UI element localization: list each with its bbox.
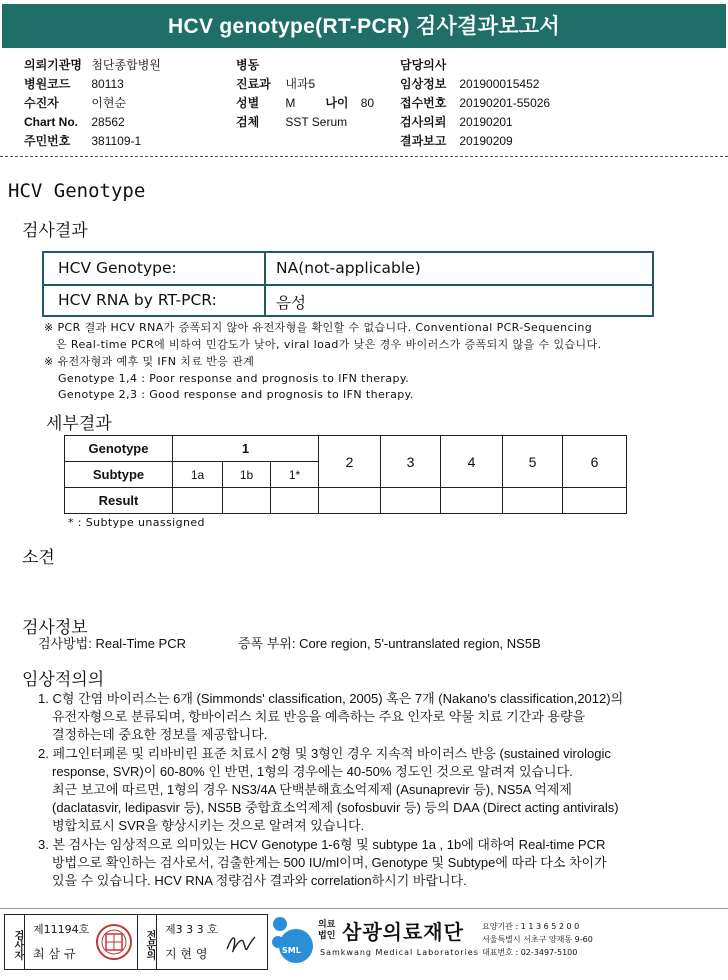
result-label: HCV RNA by RT-PCR: — [58, 291, 217, 309]
age-value: 80 — [360, 96, 375, 110]
info-value: 201900015452 — [459, 77, 540, 91]
result-value: 음성 — [276, 294, 306, 312]
subtype-cell: 1a — [173, 462, 223, 488]
method-heading: 검사정보 — [22, 618, 88, 638]
result-cell — [563, 488, 627, 514]
note-line: 은 Real-time PCR에 비하여 민감도가 낮아, viral load가 낮은 경우 바이러스가 증폭되지 않을 수 있습니다. — [56, 338, 602, 351]
info-label: 성별 — [236, 96, 260, 110]
genotype-label: Genotype — [65, 436, 173, 462]
note-line: ※ PCR 결과 HCV RNA가 증폭되지 않아 유전자형을 확인할 수 없습니다. Conventional PCR-Sequencing — [44, 321, 593, 334]
clinical-line: (daclatasvir, ledipasvir 등), NS5B 중합효소억제제 (sofosbuvir 등) 등의 DAA (Direct acting antivirals) — [52, 800, 619, 815]
info-label: 임상정보 — [400, 77, 447, 91]
age-label: 나이 — [325, 96, 349, 110]
opinion-heading: 소견 — [22, 548, 55, 568]
clinical-line: 병합치료시 SVR을 향상시키는 것으로 알려져 있습니다. — [52, 818, 365, 833]
method-text: 검사방법: Real-Time PCR — [38, 636, 186, 651]
info-value: M — [285, 96, 296, 110]
org-type-bottom: 법인 — [318, 931, 336, 941]
report-title: HCV genotype(RT-PCR) 검사결과보고서 — [168, 15, 560, 38]
specialist-label: 전문의 — [137, 915, 157, 969]
inspector-no: 제11194호 — [33, 923, 90, 936]
info-label: 주민번호 — [24, 134, 71, 148]
clinical-line: 결정하는데 중요한 정보를 제공합니다. — [52, 727, 268, 742]
clinical-line: response, SVR)이 60-80% 인 반면, 1형의 경우에는 40-50% 정도인 것으로 알려져 있습니다. — [52, 764, 573, 779]
info-value: 80113 — [91, 77, 124, 91]
inspector-name: 최 삼 규 — [33, 947, 76, 961]
info-value: 381109-1 — [91, 134, 142, 148]
info-label: 검체 — [236, 115, 260, 129]
info-value: 20190209 — [459, 134, 513, 148]
box-divider — [44, 284, 652, 286]
result-row-genotype — [44, 253, 652, 284]
info-value: SST Serum — [285, 115, 348, 129]
specialist-no: 제3 3 3 호 — [165, 923, 218, 936]
patient-info-col3 — [400, 56, 550, 151]
result-row-rna — [44, 285, 652, 316]
patient-info-col1 — [24, 56, 161, 151]
info-label: 결과보고 — [400, 134, 447, 148]
contact-line: 대표번호 : 02-3497-5100 — [482, 948, 578, 957]
org-logo-area — [270, 914, 728, 970]
subtype-label: Subtype — [65, 462, 173, 488]
info-label: 진료과 — [236, 77, 271, 91]
signature-icon — [223, 929, 259, 959]
clinical-line: 있을 수 있습니다. HCV RNA 정량검사 결과와 correlation하시기 바랍니다. — [52, 873, 467, 888]
info-value: 첨단종합병원 — [91, 58, 161, 72]
clinical-line: 최근 보고에 따르면, 1형의 경우 NS3/4A 단백분해효소억제제 (Asunaprevir 등), NS5A 억제제 — [52, 782, 572, 797]
result-cell — [223, 488, 271, 514]
org-contact — [482, 920, 593, 959]
info-label: 접수번호 — [400, 96, 447, 110]
report-title-banner — [2, 4, 726, 48]
section-title: HCV Genotype — [8, 180, 146, 202]
note-line: ※ 유전자형과 예후 및 IFN 치료 반응 관계 — [44, 355, 255, 368]
result-cell — [441, 488, 503, 514]
info-label: 검사의뢰 — [400, 115, 447, 129]
info-value: 20190201-55026 — [459, 96, 551, 110]
detail-footnote: * : Subtype unassigned — [68, 516, 205, 529]
info-label: Chart No. — [24, 115, 78, 129]
clinical-heading: 임상적의의 — [22, 670, 105, 690]
note-line: Genotype 2,3 : Good response and prognosis to IFN therapy. — [58, 388, 414, 401]
org-english: Samkwang Medical Laboratories — [320, 948, 479, 957]
info-label: 의뢰기관명 — [24, 58, 82, 72]
info-label: 병원코드 — [24, 77, 71, 91]
info-label: 담당의사 — [400, 58, 447, 72]
genotype-header: 2 — [319, 436, 381, 488]
genotype-header: 6 — [563, 436, 627, 488]
seal-stamp-icon — [95, 923, 133, 961]
detail-heading: 세부결과 — [46, 414, 112, 434]
result-label: HCV Genotype: — [58, 259, 177, 277]
logo-text: SML — [282, 946, 301, 955]
result-label: Result — [65, 488, 173, 514]
result-heading: 검사결과 — [22, 221, 88, 241]
genotype-header: 4 — [441, 436, 503, 488]
info-value: 이현순 — [91, 96, 127, 110]
specialist-name: 지 현 영 — [165, 947, 208, 961]
clinical-line: 2. 페그인터페론 및 리바비린 표준 치료시 2형 및 3형인 경우 지속적 바이러스 반응 (sustained virologic — [38, 746, 611, 761]
info-value: 28562 — [91, 115, 125, 129]
result-cell — [271, 488, 319, 514]
contact-line: 요양기관 : 1 1 3 6 5 2 0 0 — [482, 922, 580, 931]
genotype-1-header: 1 — [173, 436, 319, 462]
subtype-table — [64, 435, 627, 514]
result-cell — [173, 488, 223, 514]
contact-line: 서울특별시 서초구 양재동 9-60 — [482, 935, 593, 944]
clinical-line: 방법으로 확인하는 검사로서, 검출한계는 500 IU/ml이며, Genotype 및 Subtype에 따라 다소 차이가 — [52, 855, 607, 870]
note-line: Genotype 1,4 : Poor response and prognosis to IFN therapy. — [58, 372, 410, 385]
result-value: NA(not-applicable) — [276, 259, 421, 277]
org-name: 삼광의료재단 — [342, 920, 464, 944]
patient-info-col2 — [236, 56, 374, 132]
clinical-line: 3. 본 검사는 임상적으로 의미있는 HCV Genotype 1-6형 및 subtype 1a , 1b에 대하여 Real-time PCR — [38, 837, 606, 852]
clinical-line: 1. C형 간염 바이러스는 6개 (Simmonds' classification, 2005) 혹은 7개 (Nakano's classification,2012)의 — [38, 691, 624, 706]
genotype-header: 5 — [503, 436, 563, 488]
clinical-line: 유전자형으로 분류되며, 항바이러스 치료 반응을 예측하는 주요 인자로 약물 치료 기간과 용량을 — [52, 709, 586, 724]
sml-logo-icon — [270, 916, 314, 966]
inspector-label: 검사자 — [5, 915, 25, 969]
signature-box — [4, 914, 268, 970]
org-type — [318, 920, 335, 942]
subtype-cell: 1* — [271, 462, 319, 488]
info-label: 수진자 — [24, 96, 59, 110]
subtype-cell: 1b — [223, 462, 271, 488]
genotype-header: 3 — [381, 436, 441, 488]
header-divider — [0, 156, 728, 157]
info-value: 20190201 — [459, 115, 513, 129]
info-label: 병동 — [236, 58, 260, 72]
result-cell — [381, 488, 441, 514]
footer-divider — [0, 908, 728, 909]
info-value: 내과5 — [285, 77, 316, 91]
org-type-top: 의료 — [318, 920, 336, 930]
region-text: 증폭 부위: Core region, 5'-untranslated region, NS5B — [238, 636, 541, 651]
result-cell — [503, 488, 563, 514]
result-cell — [319, 488, 381, 514]
result-box — [42, 251, 654, 317]
